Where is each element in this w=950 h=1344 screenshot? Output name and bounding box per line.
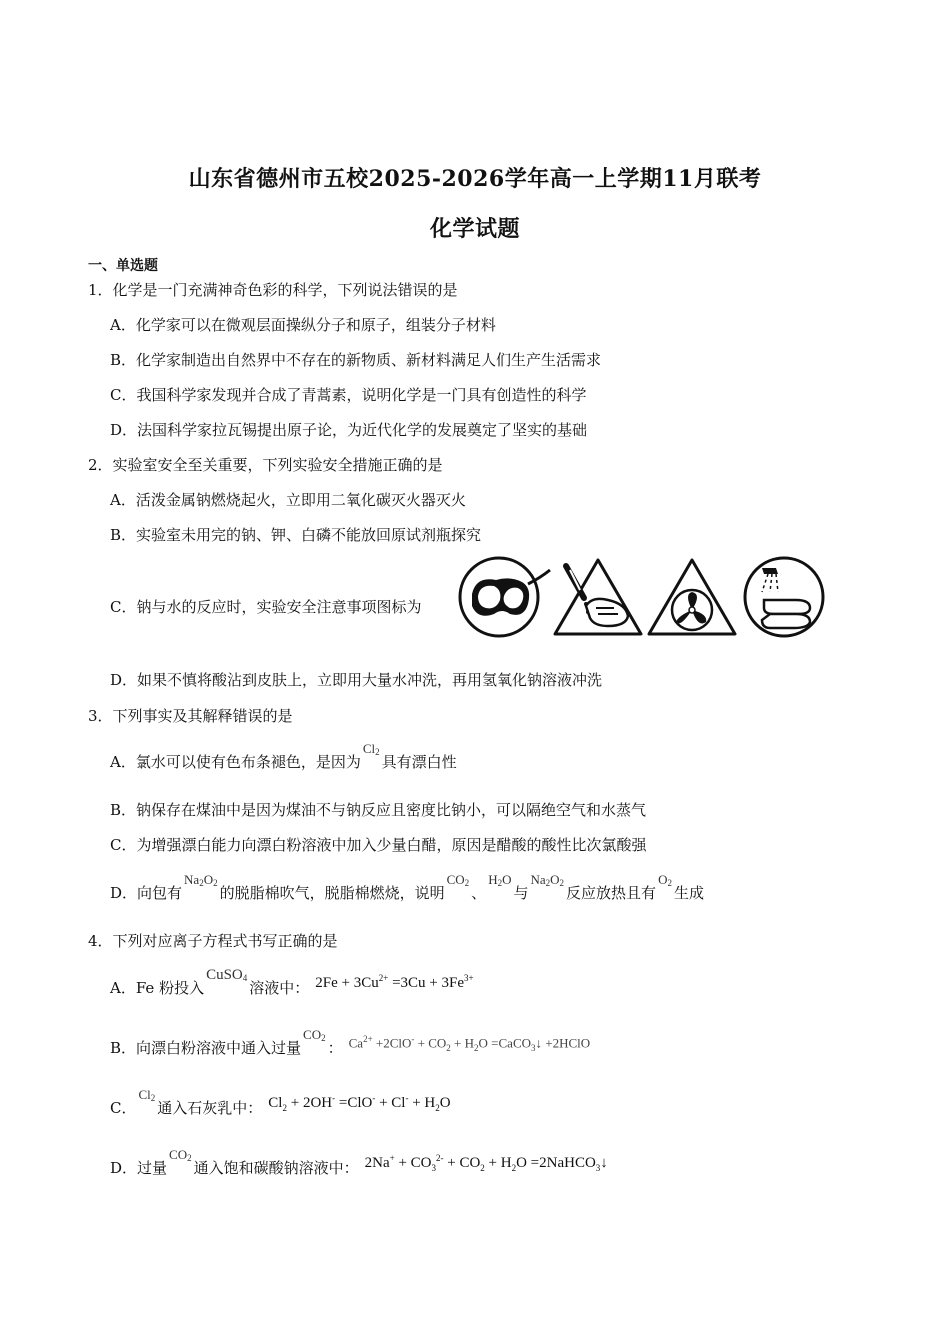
- question-1-option-a: A．化学家可以在微观层面操纵分子和原子，组装分子材料: [110, 316, 496, 334]
- option-text: D．向包有: [110, 884, 183, 902]
- option-text: 通入饱和碳酸钠溶液中：: [193, 1159, 359, 1177]
- question-4-stem: 4．下列对应离子方程式书写正确的是: [88, 932, 338, 950]
- equation-b: $Ca^{2+} +2ClO^- + CO_2 + H_2O$ =CaCO$_3$↓ +2HClO: [348, 1033, 591, 1053]
- question-2-option-d: D．如果不慎将酸沾到皮肤上，立即用大量水冲洗，再用氢氧化钠溶液冲洗: [110, 671, 603, 689]
- question-4-option-a: [110, 967, 474, 998]
- formula-h2o: $H_2O$: [488, 872, 512, 888]
- hand-wash-icon: [745, 558, 823, 636]
- question-1-option-b: B．化学家制造出自然界中不存在的新物质、新材料满足人们生产生活需求: [110, 351, 602, 369]
- option-text: 、: [471, 884, 487, 902]
- question-4-option-d: [110, 1147, 608, 1179]
- option-text: 生成: [673, 884, 704, 902]
- formula-co2: $CO_2$: [303, 1027, 326, 1043]
- question-1-stem: 1．化学是一门充满神奇色彩的科学，下列说法错误的是: [88, 281, 458, 299]
- option-text: A．Fe 粉投入: [110, 979, 205, 997]
- formula-cuso4: CuSO$_4$: [206, 967, 248, 983]
- question-4-option-b: [110, 1027, 591, 1059]
- page-title: 山东省德州市五校2025-2026学年高一上学期11月联考: [188, 166, 762, 192]
- question-3-option-d: [110, 872, 704, 903]
- question-2-option-b: B．实验室未用完的钠、钾、白磷不能放回原试剂瓶探究: [110, 526, 482, 544]
- formula-o2: $O_2$: [658, 872, 672, 888]
- question-2-option-c: C．钠与水的反应时，实验安全注意事项图标为: [110, 598, 422, 616]
- option-text: A．氯水可以使有色布条褪色，是因为: [110, 753, 361, 771]
- option-text: 与: [513, 884, 529, 902]
- question-2-option-a: A．活泼金属钠燃烧起火，立即用二氧化碳灭火器灭火: [110, 491, 466, 509]
- formula-na2o2: $Na_2O_2$: [530, 872, 565, 888]
- question-3-option-a: [110, 741, 457, 772]
- option-text: 具有漂白性: [381, 753, 457, 771]
- question-1-option-d: D．法国科学家拉瓦锡提出原子论，为近代化学的发展奠定了坚实的基础: [110, 421, 588, 439]
- formula-na2o2: $Na_2O_2$: [184, 872, 218, 888]
- formula-cl2: $Cl_2$: [362, 741, 380, 757]
- section-heading: 一、单选题: [88, 258, 158, 274]
- question-3-stem: 3．下列事实及其解释错误的是: [88, 707, 293, 725]
- formula-co2: $CO_2$: [169, 1147, 192, 1163]
- fan-icon: [649, 560, 735, 634]
- formula-co2: $CO_2$: [446, 872, 470, 888]
- equation-a: $2Fe + 3Cu^{2+} =3Cu + 3Fe^{3+}$: [315, 973, 474, 991]
- option-text: 反应放热且有: [566, 884, 657, 902]
- question-2-stem: 2．实验室安全至关重要，下列实验安全措施正确的是: [88, 456, 443, 474]
- question-3-option-c: C．为增强漂白能力向漂白粉溶液中加入少量白醋，原因是醋酸的酸性比次氯酸强: [110, 836, 647, 854]
- option-text: 溶液中：: [249, 979, 310, 997]
- page-subtitle: 化学试题: [429, 216, 520, 242]
- question-1-option-c: C．我国科学家发现并合成了青蒿素，说明化学是一门具有创造性的科学: [110, 386, 587, 404]
- equation-c: $Cl_2 + 2OH^- =ClO^- + Cl^- + H_2O$: [268, 1093, 451, 1113]
- question-4-option-c: [110, 1087, 451, 1119]
- safety-icons: [458, 556, 828, 638]
- option-text: D．过量: [110, 1159, 168, 1177]
- corrosive-icon: [555, 560, 641, 634]
- option-text: 通入石灰乳中：: [157, 1099, 263, 1117]
- option-text: B．向漂白粉溶液中通入过量: [110, 1039, 302, 1057]
- option-text: 的脱脂棉吹气，脱脂棉燃烧，说明: [219, 884, 445, 902]
- option-text: C．: [110, 1099, 137, 1117]
- option-text: ：: [327, 1039, 343, 1057]
- formula-cl2: $Cl_2$: [138, 1087, 156, 1103]
- goggles-icon: [460, 558, 550, 636]
- question-3-option-b: B．钠保存在煤油中是因为煤油不与钠反应且密度比钠小，可以隔绝空气和水蒸气: [110, 801, 647, 819]
- equation-d: $2Na^+ + CO_3^{2-} + CO_2 + H_2O$ =2NaHCO$_3$↓: [364, 1153, 608, 1173]
